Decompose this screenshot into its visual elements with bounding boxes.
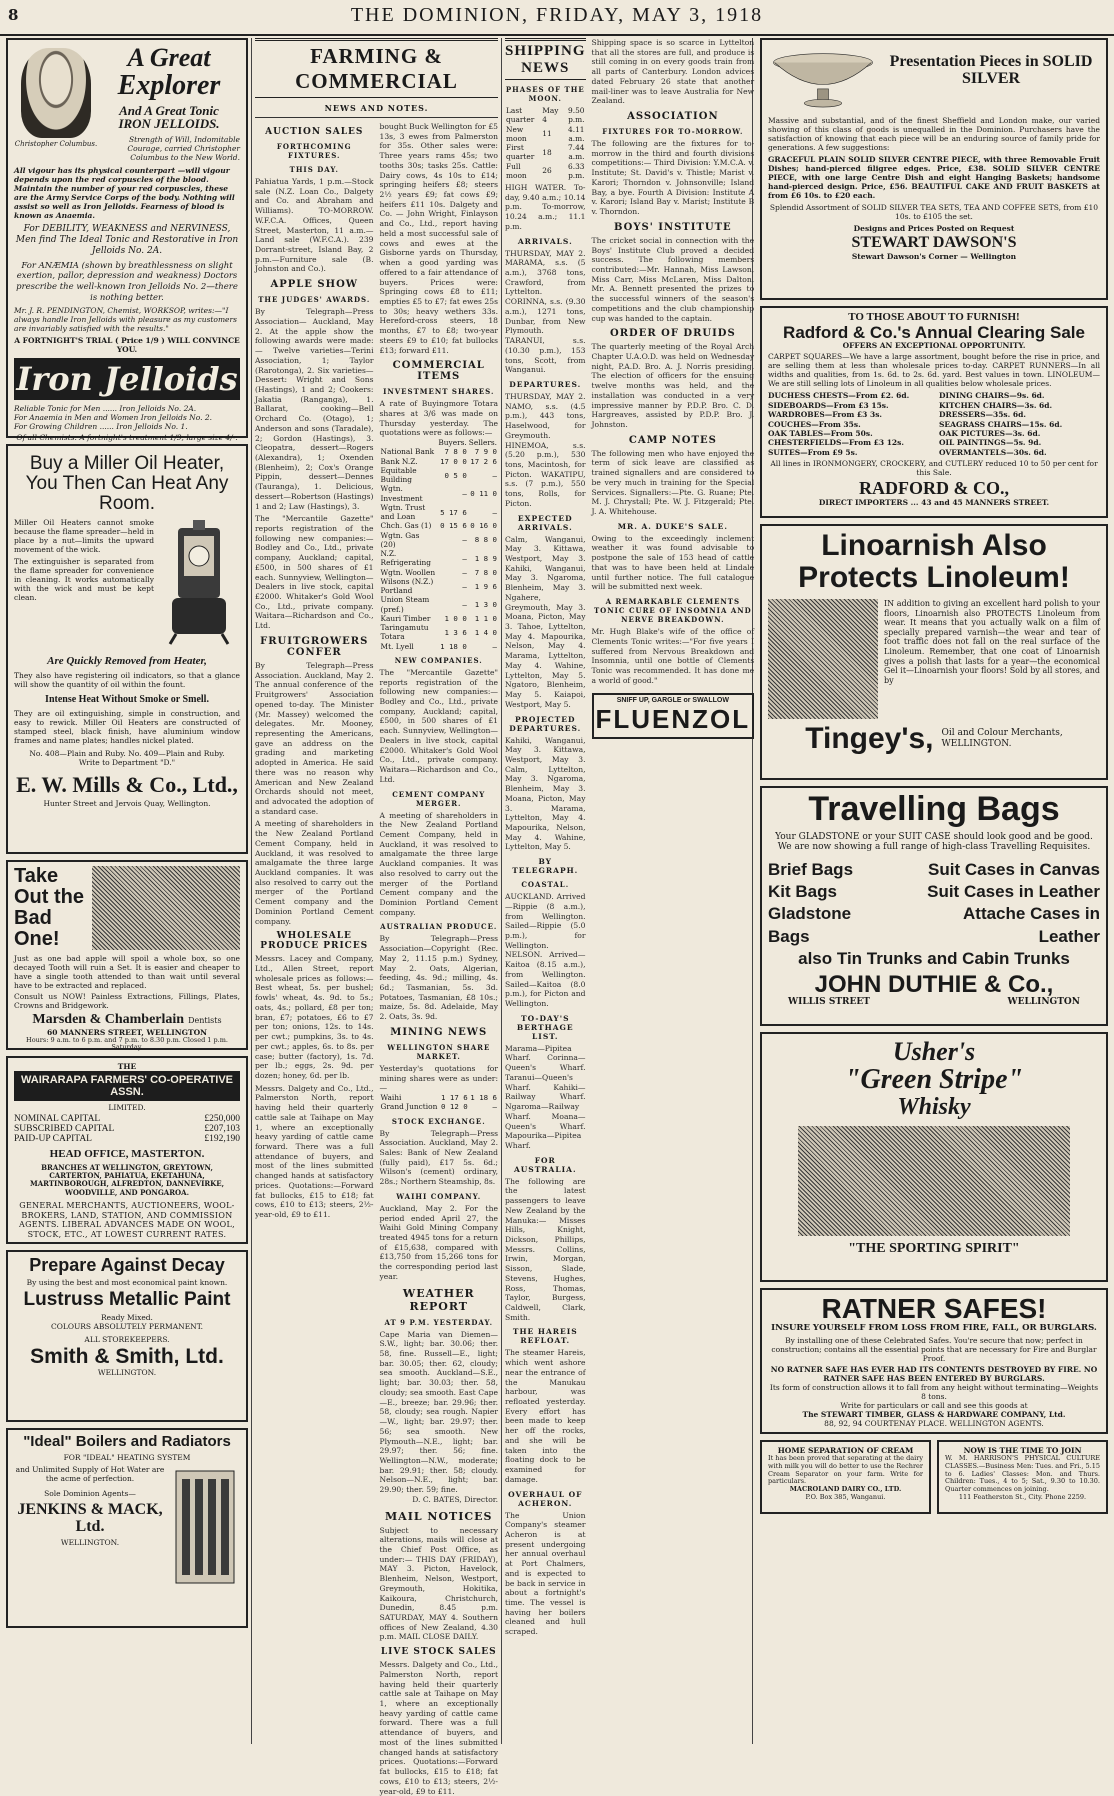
radford-offers: OFFERS AN EXCEPTIONAL OPPORTUNITY. [842,341,1026,351]
bags-body: Your GLADSTONE or your SUIT CASE should look good and be good. We are now showing a full range of high-class Travelling Requisites. [775,831,1093,853]
furnish-intro: TO THOSE ABOUT TO FURNISH! [848,311,1020,323]
live-stock-heading: LIVE STOCK SALES [380,1647,497,1658]
ratner-body: By installing one of these Celebrated Safes. You're secure that now; perfect in construction; contains all the essential points that are necessary for Fire and Burglar Proof. [771,1335,1097,1363]
high-water: HIGH WATER. To-day, 9.40 a.m.; 10.14 p.m. To-morrow, 10.24 a.m.; 11.1 p.m. [505,183,586,231]
cream-headline: HOME SEPARATION OF CREAM [777,1446,914,1455]
testimonial-text: Mr. J. R. PENDINGTON, Chemist, WORKSOP, writes:—"I always handle Iron Jelloids with pleasure as my customers are invariably satisfied with the results." [14,306,237,334]
column-rule [251,38,252,1744]
vigour-text: All vigour has its physical counterpart —will vigour depends upon the red corpuscles of the blood. Maintain the number of your red corpuscles, these are the Army Service Corps of the body. Nothing will assist so well as Iron Jelloids. Fearness of blood is known as Anaemia. [14,165,235,220]
radford-list-right: DINING CHAIRS—9s. 6d. KITCHEN CHAIRS—3s. 6d. DRESSERS—35s. 6d. SEAGRASS CHAIRS—15s. 6d. OAK PICTURES—3s. 6d. OIL PAINTINGS—5s. 9d. OVERMANTELS—30s. 6d. [939,391,1063,457]
cement-heading: CEMENT COMPANY MERGER. [392,789,486,808]
australia-heading: FOR AUSTRALIA. [513,1155,577,1174]
live-stock-body-repeat: Messrs. Dalgety and Co., Ltd., Palmerston North, report having held their quarterly cattle sale at Taihape on May 1, where an exceptionally heavy yarding of cattle came forward. There was a full attendance of buyers, and most of the lines submitted changed hands at satisfactory prices. Quotations:—Forward fat bullocks, £15 to £18; fat cows, £10 to £13; steers, 2½-year-old, £9 to £11. [255,1083,374,1219]
duthie-street: WILLIS STREET [788,996,870,1007]
dentist-ad [6,860,248,1050]
mills-address: Hunter Street and Jervois Quay, Wellington. [43,798,211,808]
mills-company-name: E. W. Mills & Co., Ltd., [16,771,238,797]
tingeys-name: Tingey's, [805,722,934,755]
wairarapa-farmers-ad [6,1056,248,1244]
iron-jelloids-brand: Iron Jelloids [14,358,240,400]
judges-heading: THE JUDGES' AWARDS. [258,295,371,305]
overhaul-body: The Union Company's steamer Acheron is at present undergoing her annual overhaul at Port Chalmers, and is expected to be back in service in about a fortnight's time. The vessel is having her boilers cleaned and hull scraped. [505,1510,586,1637]
ushers-brand: Usher's [892,1037,976,1066]
capital-row: NOMINAL CAPITAL £250,000 [14,1114,240,1124]
table-row: National Bank 7 8 0 7 9 0 [380,447,497,457]
bags-headline: Travelling Bags [808,790,1060,828]
departures-heading: DEPARTURES. [509,379,582,389]
table-row: Wgtn. Woollen — 7 8 0 [380,567,497,577]
macroland-address: P.O. Box 385, Wanganui. [805,1492,886,1501]
colours-permanent: COLOURS ABSOLUTELY PERMANENT. [50,1321,204,1331]
australian-heading: AUSTRALIAN PRODUCE. [380,922,498,932]
cream-separation-ad [760,1440,931,1514]
this-day-heading: THIS DAY. [289,165,339,174]
product-name: IRON JELLOIDS. [118,116,220,132]
macroland-company: MACROLAND DAIRY CO., LTD. [789,1485,902,1494]
linoleum-illustration [768,599,878,719]
silver-presentation-ad [760,38,1108,300]
chemists-footer: Of all Chemists. A fortnight's treatment 1/9, large size 4/-. [16,433,238,443]
columbus-portrait [21,48,91,138]
product-line-2: For Anaemia in Men and Women Iron Jelloids No. 2. [14,413,213,423]
services: GENERAL MERCHANTS, AUCTIONEERS, WOOL-BROKERS, LAND, STATION, AND COMMISSION AGENTS. LIBERAL ADVANCES MADE ON WOOL, STOCK, ETC., AT LOWEST CURRENT RATES. [19,1201,235,1239]
radford-address: DIRECT IMPORTERS ... 43 and 45 MANNERS STREET. [818,497,1050,507]
waihi-body: Auckland, May 2. For the period ended April 27, the Waihi Gold Mining Company treated 4945 tons for a return of £15,638, compared with £13,750 from 15,266 tons for the corresponding period last year. [379,1203,498,1281]
projected-body: Kahiki, Wanganui, May 3. Kittawa, Westport, May 3. Calm, Lyttelton, May 3. Ngaroma, Blenheim, May 3. Moana, Picton, May 3. Marama, Lyttelton, May 4. Mapourika, Nelson, May 4. Wahine, Lyttelton, May 5. [505,735,586,852]
new-companies-heading: NEW COMPANIES. [394,655,483,665]
stewart-timber-company: The STEWART TIMBER, GLASS & HARDWARE COMPANY, Ltd. [802,1409,1066,1419]
newspaper-title: THE DOMINION, FRIDAY, MAY 3, 1918 [350,4,764,26]
silver-tea-sets: Splendid Assortment of SOLID SILVER TEA SETS, TEA AND COFFEE SETS, from £10 10s. to £105 the set. [769,203,1099,221]
linoarnish-headline-2: Protects Linoleum! [798,560,1070,594]
druids-body: The quarterly meeting of the Royal Arch Chapter U.A.O.D. was held on Wednesday night, P.A.D. Bro. A. J. Norris presiding. The election of officers for the ensuing twelve months was held, and the installation was conducted in a very impressive manner by P.D.P. Bro. C. D. Hargreaves, assisted by P.D.P. Bro. J. Johnston. [591,342,755,429]
duthie-city: WELLINGTON [1007,996,1080,1007]
mail-heading: MAIL NOTICES [385,1509,493,1523]
dentist-hours: Hours: 9 a.m. to 6 p.m. and 7 p.m. to 8.30 p.m. Closed 1 p.m. Saturday. [26,1035,228,1052]
column-rule [501,38,502,1744]
apple-show-heading: APPLE SHOW [270,279,359,291]
table-row: Mt. Lyell 1 18 0 — [380,641,497,651]
dentist-company: Marsden & Chamberlain [32,1012,185,1027]
portrait-caption: Christopher Columbus. [14,140,98,148]
weather-heading: WEATHER REPORT [402,1286,475,1313]
investment-heading: INVESTMENT SHARES. [383,387,495,397]
fixtures-heading: FIXTURES FOR TO-MORROW. [602,127,744,137]
table-row: Bank N.Z. 17 0 0 17 2 6 [380,456,497,466]
commercial-heading: COMMERCIAL ITEMS [392,360,485,383]
product-line-1: Reliable Tonic for Men ...... Iron Jelloids No. 2A. [14,404,197,414]
green-stripe: "Green Stripe" [844,1064,1024,1096]
dentist-consult: Consult us NOW! Painless Extractions, Fillings, Plates, Crowns and Bridgework. [14,992,240,1010]
jenkins-city: WELLINGTON. [60,1538,120,1548]
auction-body: Pahiatua Yards, 1 p.m.—Stock sale (N.Z. Loan Co., Dalgety and Co. and Abraham and Williams). TO-MORROW. W.F.C.A. Offices, Queen Street, Masterton, 11 a.m.—Land sale (W.F.C.A.). 239 Dorrant-street, Island Bay, 2 p.m.—Furniture sale (B. Johnston and Co.). [255,177,374,274]
capital-row: PAID-UP CAPITAL £192,190 [14,1134,240,1144]
silver-headline: Presentation Pieces in SOLID SILVER [889,53,1093,87]
column-advertisements-left [6,38,248,1744]
tagline: Strength of Will, Indomitable Courage, carried Christopher Columbus to the New World. [127,134,240,162]
dentist-label: Dentists [188,1016,222,1025]
ratner-guarantee: NO RATNER SAFE HAS EVER HAD ITS CONTENTS DESTROYED BY FIRE. NO RATNER SAFE HAS BEEN ENTERED BY BURGLARS. [770,1364,1098,1383]
apple-box-illustration [92,866,240,950]
camp-notes-heading: CAMP NOTES [628,434,717,446]
mining-heading: MINING NEWS [390,1026,488,1038]
whisky-label: Whisky [897,1093,971,1120]
radiator-illustration [170,1465,240,1595]
trial-text: A FORTNIGHT'S TRIAL ( Price 1/9 ) WILL CONVINCE YOU. [14,336,240,355]
headline-a-great: A Great [127,43,211,72]
table-row: New moon 11 4.11 a.m. [506,124,585,143]
duke-sale-heading: MR. A. DUKE'S SALE. [617,521,728,531]
radford-body: CARPET SQUARES—We have a large assortment, bought before the rise in price, and are selling them at less than wholesale prices to-day. CARPET RUNNERS—In all widths and qualities, from 1s. 6d. to 2s. 6d. yard. Best values in town. LINOLEUM—We are still selling lots of Linoleum in all qualities below wholesale prices. [768,352,1100,389]
product-line-3: For Growing Children ...... Iron Jelloids No. 1. [14,422,188,432]
expected-body: Calm, Wanganui, May 3. Kittawa, Westport, May 3. Kahiki, Wanganui, May 3. Ngaroma, Blenheim, May 3. Ngahere, Greymouth, May 3. Moana, Picton, May 3. Tahoe, Lyttelton, May 4. Mapourika, Nelson, May 4. Marama, Lyttelton, May 4. Wahine, Lyttelton, May 5. Ngatoro, Blenheim, May 5. Kaiapoi, Westport, May 5. [505,534,586,709]
shipping-notes: Shipping space is so scarce in Lyttelton that all the stores are full, and produce is still coming in on every goods train from all parts of Canterbury. London advices dated February 26 state that another mail-liner was to leave Australia for New Zealand. [591,38,755,106]
ushers-whisky-ad [760,1032,1108,1282]
radford-headline: Radford & Co.'s Annual Clearing Sale [783,322,1085,342]
table-row: Wgtn. Gas (20) — 8 8 0 [380,530,497,549]
table-row: Chch. Gas (1) 0 15 6 0 16 0 [380,521,497,531]
fluenzol-ad [592,693,755,739]
radford-all-lines: All lines in IRONMONGERY, CROCKERY, and CUTLERY reduced 10 to 50 per cent for this Sale. [770,459,1098,478]
sporting-spirit: "THE SPORTING SPIRIT" [848,1240,1020,1256]
coastal-body: AUCKLAND. Arrived—Rippie (8 a.m.), from Wellington. Sailed—Rippie (5.0 p.m.), for Wellington. NELSON. Arrived—Kaitoa (8.15 a.m.), from Wellington. Sailed—Kaitoa (8.0 p.m.), for Picton and Wellington. [505,892,586,1009]
moon-table [505,106,586,180]
classes-body: W. M. HARRISON'S PHYSICAL CULTURE CLASSES.—Business Men: Tues. and Fri., 5.15 to 6. Ladies' Classes: Mon. and Thurs. Children: Tues., 4 to 5; Sat., 9.30 to 10.30. Quarter commences on joining. [945,1454,1100,1494]
the-label: THE [117,1062,137,1071]
stock-exchange-heading: STOCK EXCHANGE. [391,1116,486,1126]
classes-address: 111 Featherston St., City. Phone 2259. [958,1492,1087,1501]
silver-items: GRACEFUL PLAIN SOLID SILVER CENTRE PIECE, with three Removable Fruit Dishes; hand-pierced filigree edges. Price, £38. SOLID SILVER CENTRE PIECE, with one large Centre Dish and eight Hanging Baskets; handsome hand-pierced design. Price, £56. BEAUTIFUL CAKE AND FRUIT BASKETS at from £6 10s. to £20 each. [768,155,1100,200]
table-row: Wgtn. Trust and Loan 5 17 6 — [380,502,497,522]
table-row: Wgtn. Investment — 0 11 0 [380,484,497,503]
masthead [0,0,1114,36]
debility-text: For DEBILITY, WEAKNESS and NERVINESS, Men find The Ideal Tonic and Restorative in Iron Jelloids No. 2A. [15,223,239,257]
ratner-write: Write for particulars or call and see this goods at [840,1400,1028,1410]
boilers-agents: Sole Dominion Agents— [44,1488,136,1498]
camp-notes-body: The following men who have enjoyed the term of sick leave are classified as trained signallers and are considered to be very much in training for the Special Services. Signallers:—Pte. G. Ruane; Pte. M. J. Chrystall; Pte. W. J. Fitzgerald; Pte. J. A. Whitehouse. [591,448,755,517]
waihi-heading: WAIHI COMPANY. [396,1191,482,1201]
table-row: Wilsons (N.Z.) Portland — 1 9 6 [380,576,497,596]
produce-body: Messrs. Lacey and Company, Ltd., Allen Street, report wholesale prices as follows:—Best wheat, 5s. per bushel; fowls' wheat, 4s. 9d. to 5s.; oats, 4s.; pollard, £8 per ton; bran, £7; potatoes, £6 to £7 per ton; onions, 12s. to 14s. per cwt.; pumpkins, 3s. to 4s. per cwt.; apples, 6s. to 8s. per case; butter (factory), 1s. 7d. per lb.; eggs, 2s. 9d. per dozen; honey, 6d. per lb. [255,954,374,1080]
boilers-supply: and Unlimited Supply of Hot Water are the acme of perfection. [15,1464,165,1483]
head-office: HEAD OFFICE, MASTERTON. [49,1148,205,1160]
column-farming-commercial [255,38,498,1796]
physical-culture-ad [937,1440,1108,1514]
linoarnish-body: IN addition to giving an excellent hard polish to your floors, Linoarnish also PROTECTS Linoleum from wear. It means that you actually walk on a film of specially prepared varnish—the wear and tear of foot traffic does not fall on the real surface of the Linoleum. Remember, that one coat of Linoarnish gives a polish that lasts for a year—the economical Gel it—Linoarnish your floors! Sold by all stores, and by [884,599,1100,685]
classes-headline: NOW IS THE TIME TO JOIN [963,1446,1082,1455]
lustruss-product: Lustruss Metallic Paint [23,1288,231,1310]
table-row: Equitable Building 0 5 0 — [380,465,497,485]
cement-body: A meeting of shareholders in the New Zealand Portland Cement Company, held in Auckland, it was resolved to amalgamate the three large Auckland companies. It was also resolved to carry out the merger of the Portland Cement company and the Dominion Portland Cement company. [379,810,498,917]
limited-label: LIMITED. [108,1103,146,1112]
travelling-bags-ad [760,786,1108,1026]
bags-trunks: also Tin Trunks and Cabin Trunks [798,948,1070,968]
fruitgrowers-heading: FRUITGROWERS CONFER [260,635,369,658]
headline-explorer: Explorer [117,70,221,102]
silver-bowl-illustration [768,44,878,114]
silver-body: Massive and substantial, and of the finest Sheffield and London make, our varied showing of this class of goods is unequalled in the Dominion. Purchasers have the satisfaction of knowing that each piece will be an enduring source of family pride for generations. A few suggestions: [768,116,1100,152]
table-row: Full moon 26 6.33 p.m. [506,161,585,180]
live-stock-body: Messrs. Dalgety and Co., Ltd., Palmerston North, report having held their quarterly cattle sale at Taihape on May 1, where an exceptionally heavy yarding of cattle came forward. There was a full attendance of buyers, and most of the lines submitted changed hands at satisfactory prices. Quotations:—Forward fat bullocks, £15 to £18; fat cows, £10 to £13; steers, 2½-year-old, £9 to £11. [379,1660,498,1796]
auction-heading: AUCTION SALES [265,127,364,137]
forthcoming-heading: FORTHCOMING FIXTURES. [276,142,352,160]
radford-company: RADFORD & CO., [859,478,1009,499]
coastal-heading: COASTAL. [521,880,570,890]
heater-body-1: Miller Oil Heaters cannot smoke because the flame spreader—held in place by a nut—limits the upward movement of the wick. [14,517,154,554]
ratner-stock: Its form of construction allows it to fall from any height without terminating—Weights 8 tons. [769,1382,1099,1401]
huntsman-illustration [798,1126,1070,1236]
cream-body: It has been proved that separating at the dairy with milk you will do better to use the Rechrer Cream Separator on your farm. Write for particulars. [768,1454,923,1486]
wairarapa-name: WAIRARAPA FARMERS' CO-OPERATIVE ASSN. [14,1071,240,1101]
clements-tonic-heading: A REMARKABLE CLEMENTS TONIC CURE OF INSOMNIA AND NERVE BREAKDOWN. [593,597,752,625]
ideal-boilers-ad [6,1428,248,1628]
boilers-headline: "Ideal" Boilers and Radiators [23,1433,231,1450]
table-row: Union Steam (pref.) — 1 3 0 [380,595,497,614]
miller-oil-heater-ad [6,444,248,854]
projected-heading: PROJECTED DEPARTURES. [509,714,582,733]
stock-exchange-body: By Telegraph—Press Association. Auckland, May 2. Sales: Bank of New Zealand (fully paid), £17 5s. 6d.; Wilson's (cement) ordinary, 28s.; Northern Steamship, 8s. [379,1128,498,1187]
clements-tonic-body: Mr. Hugh Blake's wife of the office of Clements Tonic writes:—"For five years I suffered from Nervous Breakdown and Insomnia, until one bottle of Clements Tonic was recommended. It has done me a world of good." [591,627,755,685]
decay-sub: By using the best and most economical paint known. [26,1277,228,1287]
heater-write: Write to Department "D." [78,757,176,767]
heater-body-3: They also have registering oil indicators, so that a glance will show the quantity of oil within the fount. [14,671,240,690]
druids-heading: ORDER OF DRUIDS [610,328,736,340]
table-row: Grand Junction 0 12 0 — [380,1102,497,1112]
oil-heater-illustration [158,518,240,648]
telegraph-heading: BY TELEGRAPH. [512,857,579,876]
arrivals-body: THURSDAY, MAY 2. MARAMA, s.s. (5 a.m.), 3768 tons, Crawford, from Lyttelton. CORINNA, s.s. (9.30 a.m.), 1271 tons, Dunbar, from New Plymouth. TARANUI, s.s. (10.30 p.m.), 153 tons, Scott, from Wanganui. [505,248,586,375]
table-row: Waihi 1 17 6 1 18 6 [380,1093,497,1103]
heater-body-4: They are oil extinguishing, simple in construction, and easy to rewick. Miller Oil Heaters are constructed of stamped steel, black finish, have aluminium window frames and name plates; handles nickel plated. [14,708,240,745]
berthage-heading: TO-DAY'S BERTHAGE LIST. [516,1013,574,1041]
cement-merger-body: A meeting of shareholders in the New Zealand Portland Cement Company, held in Auckland, it was resolved to amalgamate the three large Auckland companies. It was also resolved to carry out the merger of the Portland Cement company and the Dominion Portland Cement company. [255,819,374,926]
column-shipping [505,38,755,1744]
table-row: Kauri Timber 1 0 0 1 1 0 [380,613,497,623]
smith-city: WELLINGTON. [97,1367,157,1377]
fluenzol-tagline: SNIFF UP, GARGLE or SWALLOW [616,697,729,705]
share-prices-table: Buyers. Sellers. National Bank 7 8 0 7 9 0 Bank N.Z. 17 0 0 17 2 6 Equitable Building 0 5 0 — Wgtn. Investment — 0 11 0 Wgtn. Trust and Loan 5 17 6 — Chch. Gas (1) 0 15 6 0 16 0 Wgtn. Gas (20) — 8 8 0 N.Z. Refrigerating — 1 8 9 Wgtn. Woollen — 7 8 0 Wilsons (N.Z.) Portland — 1 9 6 Union Steam (pref.) — 1 3 0 Kauri Timber 1 0 0 1 1 0 Taringamutu Totara 1 3 6 1 4 0 Mt. Lyell 1 18 0 — [380,438,497,651]
table-row: Last quarter May 4 9.50 p.m. [506,106,585,125]
stewart-dawson-name: STEWART DAWSON'S [851,234,1017,251]
fruitgrowers-body: By Telegraph—Press Association. Auckland, May 2. The annual conference of the Fruitgrowers' Association opened to-day. The Minister (Mr. Massey) welcomed the delegates. Mr. Mooney, representing the Americans, gave an address on the grading and marketing adopted in America. He said there was no reason why American and New Zealand Orchards should not meet, and advocated the adoption of a standard case. [255,660,374,816]
capital-row: SUBSCRIBED CAPITAL £207,103 [14,1124,240,1134]
shipping-heading: SHIPPING NEWS [505,38,586,80]
heater-models: No. 408—Plain and Ruby. No. 409—Plain and Ruby. [29,748,225,758]
weather-time: AT 9 P.M. YESTERDAY. [384,1317,494,1327]
boys-institute-body: The cricket social in connection with the Boys' Institute Club proved a decided success. The following members contributed:—Mr. Hannah, Miss Lawson, Miss Carr, Miss McLaren, Miss Dalton. Mr. A. Bennett presented the prizes to the successful winners of the season's competitions and the club championship cup was handed to the captain. [591,235,755,323]
heater-removed-text: Are Quickly Removed from Heater, [47,654,207,667]
new-companies-body: The "Mercantile Gazette" reports registration of the following new companies:—Bodley and Co., Ltd., private company, Auckland; capital, £500, in 500 shares of £1 each. Sunnyview, Wellington—Dealers in live stock, capital £2000. Whitaker's Gold Wool Co., Ltd., private company. Waitara—Richardson and Co., Ltd. [255,514,374,631]
duke-sale-body: Owing to the exceedingly inclement weather it was found advisable to postpone the sale of 153 head of cattle that was to have been held at Lindale until further notice. The full catalogue will be submitted next week. [591,533,755,592]
table-row: N.Z. Refrigerating — 1 8 9 [380,549,497,568]
new-companies-text: The "Mercantile Gazette" reports registration of the following new companies:—Bodley and Co., Ltd., private company, Auckland; capital, £500, in 500 shares of £1 each. Sunnyview, Wellington—Dealers in live stock, capital £2000. Whitaker's Gold Wool Co., Ltd., private company. Waitara—Richardson and Co., Ltd. [379,667,498,784]
page-number: 8 [8,6,19,24]
all-storekeepers: ALL STOREKEEPERS. [84,1334,170,1344]
farming-subtitle: NEWS AND NOTES. [324,103,429,113]
branches: BRANCHES AT WELLINGTON, GREYTOWN, CARTERTON, PAHIATUA, EKETAHUNA, MARTINBOROUGH, ALFREDTON, DANNEVIRKE, WOODVILLE, AND PONGAROA. [29,1162,225,1197]
linoarnish-headline-1: Linoarnish Also [821,529,1047,562]
dentist-body: Just as one bad apple will spoil a whole box, so one decayed Tooth will ruin a Set. It is easier and cheaper to have a single tooth attended to than wait until several have to be extracted and replaced. [14,954,240,990]
linoarnish-ad [760,524,1108,780]
silver-designs: Designs and Prices Posted on Request [853,224,1015,233]
weather-signature: D. C. BATES, Director. [412,1494,498,1504]
radford-list-left: DUCHESS CHESTS—From £2. 6d. SIDEBOARDS—From £3 15s. WARDROBES—From £3 3s. COUCHES—From 35s. OAK TABLES—From 50s. CHESTERFIELDS—From £3 12s. SUITES—From £9 5s. [768,391,910,457]
refloat-heading: THE HAREIS REFLOAT. [512,1327,578,1346]
table-row: Taringamutu Totara 1 3 6 1 4 0 [380,623,497,642]
table-row: First quarter 18 7.44 a.m. [506,143,585,162]
boys-institute-heading: BOYS' INSTITUTE [614,221,732,233]
berthage-body: Marama—Pipitea Wharf. Corinna—Queen's Wharf. Taranui—Queen's Wharf. Kahiki—Railway Wharf. Ngaroma—Railway Wharf. Moana—Queen's Wharf. Mapourika—Pipitea Wharf. [505,1043,586,1150]
decay-headline: Prepare Against Decay [29,1255,225,1275]
arrivals-heading: ARRIVALS. [517,236,573,246]
overhaul-heading: OVERHAUL OF ACHERON. [508,1489,583,1508]
farming-section-title: FARMING & COMMERCIAL [255,38,498,98]
bags-list-left: Brief Bags Kit Bags Gladstone Bags [768,860,854,946]
duthie-company: JOHN DUTHIE & Co., [814,970,1054,998]
moon-heading: PHASES OF THE MOON. [505,85,585,103]
produce-heading: WHOLESALE PRODUCE PRICES [260,931,369,952]
boilers-sub: FOR "IDEAL" HEATING SYSTEM [63,1452,191,1462]
ratner-headline: RATNER SAFES! [821,1293,1047,1324]
smith-company: Smith & Smith, Ltd. [30,1344,224,1368]
fluenzol-brand: FLUENZOL [595,704,751,735]
anaemia-text: For ANÆMIA (shown by breathlessness on slight exertion, pallor, depression and weakness) Doctors prescribe the well-known Iron Jelloids No. 2—there is nothing better. [16,260,238,303]
mail-body: Subject to necessary alterations, mails will close at the Chief Post Office, as under:— THIS DAY (FRIDAY), MAY 3. Picton, Havelock, Blenheim, Nelson, Westport, Greymouth, Hokitika, Kaikoura, Christchurch, Dunedin, 8.45 p.m. SATURDAY, MAY 4. Southern offices of New Zealand, 4.30 p.m. MAIL CLOSE DAILY. [379,1525,498,1642]
ratner-sub: INSURE YOURSELF FROM LOSS FROM FIRE, FALL, OR BURGLARS. [771,1323,1097,1334]
fixtures-body: The following are the fixtures for to-morrow in the third and fourth divisions competitions:— Third Division: Y.M.C.A. v. Institute; St. David's v. Thistle; Marist v. Karori; Thorndon v. Johnsonville; Island Bay, a bye. Fourth A Division: Institute A v. Karori; Island Bay v. Marist; Institute B v. Thorndon. [591,139,755,217]
expected-heading: EXPECTED ARRIVALS. [517,513,573,532]
weather-body: Cape Maria van Diemen—S.W., light; bar. 30.06; ther. 58, fine. Russell—E., light; bar. 30.05; ther. 62, cloudy; sea smooth. Auckland—S.E., light; bar. 30.03; ther. 58, cloudy; sea smooth. East Cape—E., breeze; bar. 29.96; ther. 58, cloudy; sea rough. Napier—W., light; bar. 29.97; ther. 56; sea smooth. New Plymouth—N.E., light; bar. 29.97; ther. 56; fine. Wellington—N.W., moderate; bar. 29.91; ther. 58; cloudy. Nelson—N.E., light; bar. 29.90; ther. 59; fine. [379,1329,498,1495]
mining-table [380,1093,499,1112]
ratner-safes-ad [760,1288,1108,1434]
australian-body: By Telegraph—Press Association—Copyright (Rec. May 2, 11.15 p.m.) Sydney, May 2. Oats, Algerian, feeding, 4s. 9d.; milling, 4s. 6d.; Tasmanian, 5s. 3d. Potatoes, Tasmanian, £8 10s.; maize, 5s. 8d. Adelaide, May 2. Oats, 3s. 9d. [379,934,498,1022]
apple-show-body: By Telegraph—Press Association— Auckland, May 2. At the apple show the following awards were made:— Twelve varieties—Terini Association, 1; Taylor (Rarotonga), 2. Six varieties—Dessert: Wright and Sons (Hastings), 1 and 2; Cookers: Jakatia (Ranganga), 1. Ballarat, cooking—Bell Orchard Co. (Otago), 1; Anderson and sons (Taradale), 2; Gordon (Hastings), 3. Cleopatra, dessert—Rogers (Alexandra), 1; Oxenden (Blenheim), 2; Cox's Orange Pippin, dessert—Dennes (Tauranga), 1. Delicious, dessert—Robertson (Hastings) 1 and 2; Law (Hastings), 3. [255,307,374,511]
tingeys-detail: Oil and Colour Merchants, WELLINGTON. [941,727,1063,749]
column-advertisements-right [760,38,1108,1744]
dentist-headline: Take Out the Bad One! [14,865,84,950]
association-heading: ASSOCIATION [627,111,719,123]
ready-mixed: Ready Mixed. [101,1312,153,1322]
radford-sale-ad [760,306,1108,518]
share-market-heading: WELLINGTON SHARE MARKET. [387,1042,491,1061]
investment-intro: A rate of Buyingmore Totara shares at 3/6 was made on Thursday yesterday. The quotations were as follows:— [379,399,498,438]
refloat-body: The steamer Hareis, which went ashore near the entrance of the Manukau harbour, was refloated yesterday. Every effort has been made to keep her off the rocks, and she will be taken into the floating dock to be examined for damage. [505,1348,586,1484]
heater-body-2: The extinguisher is separated from the flame spreader for convenience in cleaning. It works automatically with the wick and must be kept clean. [14,556,154,602]
stock-sales-body: bought Buck Wellington for £5 13s, 3 ewes from Palmerston for 35s. Other sales were: Three years rams 45s; two tooths 30s; tasks 25s. Cattle: Dairy cows, 4s 10s to £14; springing heifers £8; steers 2½ years £9; fat cows £9; heifers £11 10s. Dalgety and Co. — John Wright, Finlayson and Co., Ltd., report having held a most successful sale of cows and ewes at the Gisborne yards on Thursday, when a good yarding was offered to a fair attendance of buyers. Prices were: Springing cows £8 to £11; empties £5 to £7; fat ewes 25s to 30s; heavy wethers 33s. Hereford-cross steers, 18 months, £7 to £8; two-year steers £9 to £10; fat bullocks £13; forward £11. [379,122,498,355]
stewart-timber-address: 88, 92, 94 COURTENAY PLACE. WELLINGTON AGENTS. [824,1418,1044,1428]
headline-tonic: And A Great Tonic [119,102,219,118]
heater-intense-text: Intense Heat Without Smoke or Smell. [45,694,209,706]
australia-body: The following are the latest passengers to leave New Zealand by the Manuka:— Misses Hills, Knight, Dickson, Phillips, Messrs. Collins, Irwin, Morgan, Sisson, Slade, Stevens, Hughes, Ross, Thomas, Taylor, Burgess, Caldwell, Clark, Smith. [505,1176,586,1322]
heater-headline: Buy a Miller Oil Heater, You Then Can Heat Any Room. [25,453,229,514]
jenkins-company: JENKINS & MACK, Ltd. [17,1500,163,1535]
iron-jelloids-ad [6,38,248,443]
departures-body: THURSDAY, MAY 2. NAMO, s.s. (4.5 p.m.), 443 tons, Haselwood, for Greymouth. HINEMOA, s.s. (5.20 p.m.), 530 tons, Macintosh, for Picton. WAKATIPU, s.s. (7 p.m.), 550 tons, Rolls, for Picton. [505,391,586,508]
dentist-address: 60 MANNERS STREET, WELLINGTON [47,1027,207,1037]
stewart-dawson-address: Stewart Dawson's Corner — Wellington [851,251,1017,261]
lustruss-paint-ad [6,1250,248,1422]
mining-body: Yesterday's quotations for mining shares were as under:— [379,1063,498,1093]
bags-list-right: Suit Cases in Canvas Suit Cases in Leather Attache Cases in Leather [927,860,1100,946]
